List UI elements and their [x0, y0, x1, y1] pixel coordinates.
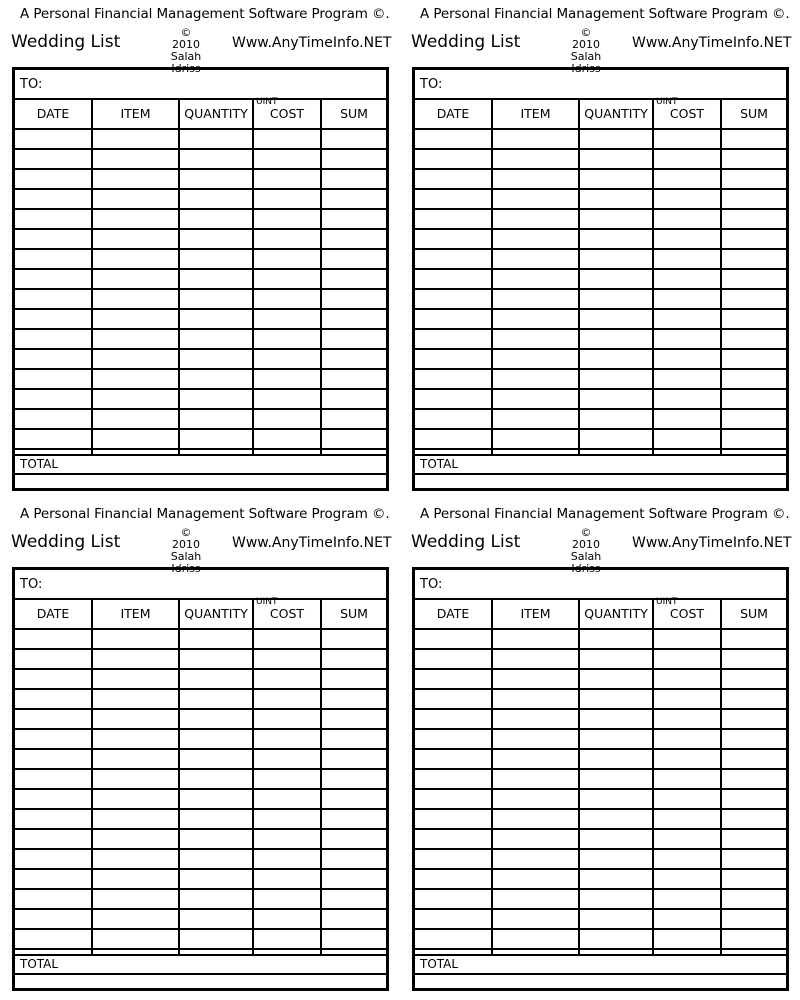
- column-header-sum: SUM: [740, 606, 768, 621]
- list-sheet: [12, 67, 389, 491]
- wedding-list-panel-3: [10, 500, 400, 995]
- total-label: TOTAL: [20, 957, 59, 971]
- cost-unit-superscript: UINT: [256, 597, 278, 607]
- entry-row: [415, 270, 786, 290]
- website-link: Www.AnyTimeInfo.NET: [232, 535, 392, 551]
- entry-row: [15, 850, 386, 870]
- list-sheet: [12, 567, 389, 991]
- total-row: [415, 454, 786, 475]
- entry-row: [415, 390, 786, 410]
- column-header-row: [15, 597, 386, 630]
- website-link: Www.AnyTimeInfo.NET: [632, 535, 792, 551]
- entry-row: [415, 430, 786, 450]
- program-tagline: A Personal Financial Management Software Program ©.: [420, 506, 790, 522]
- entry-row: [415, 310, 786, 330]
- total-label: TOTAL: [420, 957, 459, 971]
- entry-row: [15, 250, 386, 270]
- entry-row: [15, 310, 386, 330]
- column-header-sum: SUM: [340, 106, 368, 121]
- entry-rows: [15, 630, 386, 950]
- wedding-list-panel-1: [10, 0, 400, 495]
- recipient-label: TO:: [420, 77, 443, 92]
- column-header-item: ITEM: [520, 606, 551, 621]
- column-header-sum: SUM: [340, 606, 368, 621]
- entry-row: [415, 750, 786, 770]
- entry-row: [415, 370, 786, 390]
- column-header-row: [415, 597, 786, 630]
- list-title: Wedding List: [411, 32, 521, 52]
- entry-row: [415, 330, 786, 350]
- entry-row: [415, 870, 786, 890]
- entry-row: [15, 370, 386, 390]
- entry-row: [415, 790, 786, 810]
- copyright-author: Salah Idriss: [570, 550, 602, 575]
- column-header-date: DATE: [36, 106, 70, 121]
- column-header-row: [15, 97, 386, 130]
- copyright-symbol: ©: [180, 526, 192, 539]
- entry-row: [415, 290, 786, 310]
- entry-row: [15, 710, 386, 730]
- entry-row: [15, 630, 386, 650]
- copyright-author: Salah Idriss: [570, 50, 602, 75]
- wedding-list-panel-4: [410, 500, 800, 995]
- entry-rows: [415, 130, 786, 450]
- program-tagline: A Personal Financial Management Software Program ©.: [420, 6, 790, 22]
- list-title: Wedding List: [11, 32, 121, 52]
- entry-row: [415, 190, 786, 210]
- entry-row: [415, 250, 786, 270]
- entry-rows: [415, 630, 786, 950]
- column-header-item: ITEM: [520, 106, 551, 121]
- entry-row: [415, 170, 786, 190]
- entry-row: [415, 210, 786, 230]
- copyright-symbol: ©: [180, 26, 192, 39]
- recipient-row: [415, 570, 786, 600]
- column-header-quantity: QUANTITY: [584, 106, 648, 121]
- list-title: Wedding List: [11, 532, 121, 552]
- list-sheet: [412, 567, 789, 991]
- entry-row: [15, 690, 386, 710]
- column-header-item: ITEM: [120, 606, 151, 621]
- entry-row: [15, 830, 386, 850]
- entry-row: [15, 750, 386, 770]
- entry-rows: [15, 130, 386, 450]
- copyright-author: Salah Idriss: [170, 50, 202, 75]
- entry-row: [15, 390, 386, 410]
- entry-row: [15, 870, 386, 890]
- column-header-cost: COST: [269, 106, 305, 121]
- entry-row: [15, 290, 386, 310]
- column-header-cost: COST: [669, 606, 705, 621]
- column-header-date: DATE: [436, 606, 470, 621]
- entry-row: [415, 130, 786, 150]
- entry-row: [15, 730, 386, 750]
- list-sheet: [412, 67, 789, 491]
- column-header-date: DATE: [36, 606, 70, 621]
- entry-row: [415, 690, 786, 710]
- copyright-symbol: ©: [580, 526, 592, 539]
- entry-row: [15, 350, 386, 370]
- column-header-quantity: QUANTITY: [184, 606, 248, 621]
- entry-row: [15, 130, 386, 150]
- column-header-quantity: QUANTITY: [184, 106, 248, 121]
- entry-row: [15, 330, 386, 350]
- column-header-cost: COST: [669, 106, 705, 121]
- entry-row: [15, 650, 386, 670]
- entry-row: [15, 150, 386, 170]
- website-link: Www.AnyTimeInfo.NET: [232, 35, 392, 51]
- cost-unit-superscript: UINT: [256, 97, 278, 107]
- entry-row: [415, 730, 786, 750]
- copyright-author: Salah Idriss: [170, 550, 202, 575]
- entry-row: [415, 710, 786, 730]
- copyright-year: 2010: [572, 538, 600, 551]
- entry-row: [15, 890, 386, 910]
- entry-row: [415, 630, 786, 650]
- entry-row: [415, 650, 786, 670]
- total-row: [415, 954, 786, 975]
- entry-row: [15, 670, 386, 690]
- total-row: [15, 954, 386, 975]
- column-header-row: [415, 97, 786, 130]
- recipient-row: [415, 70, 786, 100]
- entry-row: [415, 770, 786, 790]
- total-row: [15, 454, 386, 475]
- entry-row: [15, 810, 386, 830]
- column-header-cost: COST: [269, 606, 305, 621]
- entry-row: [415, 910, 786, 930]
- entry-row: [15, 210, 386, 230]
- entry-row: [15, 410, 386, 430]
- entry-row: [15, 170, 386, 190]
- wedding-list-panel-2: [410, 0, 800, 495]
- entry-row: [15, 230, 386, 250]
- copyright-symbol: ©: [580, 26, 592, 39]
- entry-row: [15, 910, 386, 930]
- entry-row: [415, 810, 786, 830]
- entry-row: [15, 790, 386, 810]
- recipient-label: TO:: [420, 577, 443, 592]
- entry-row: [15, 190, 386, 210]
- entry-row: [415, 670, 786, 690]
- entry-row: [415, 350, 786, 370]
- entry-row: [415, 410, 786, 430]
- entry-row: [15, 270, 386, 290]
- cost-unit-superscript: UINT: [656, 97, 678, 107]
- entry-row: [415, 930, 786, 950]
- copyright-year: 2010: [572, 38, 600, 51]
- recipient-label: TO:: [20, 577, 43, 592]
- entry-row: [415, 150, 786, 170]
- total-label: TOTAL: [20, 457, 59, 471]
- entry-row: [15, 430, 386, 450]
- entry-row: [15, 770, 386, 790]
- total-label: TOTAL: [420, 457, 459, 471]
- recipient-row: [15, 570, 386, 600]
- copyright-year: 2010: [172, 38, 200, 51]
- copyright-year: 2010: [172, 538, 200, 551]
- column-header-quantity: QUANTITY: [584, 606, 648, 621]
- entry-row: [415, 830, 786, 850]
- website-link: Www.AnyTimeInfo.NET: [632, 35, 792, 51]
- program-tagline: A Personal Financial Management Software Program ©.: [20, 506, 390, 522]
- column-header-item: ITEM: [120, 106, 151, 121]
- entry-row: [15, 930, 386, 950]
- list-title: Wedding List: [411, 532, 521, 552]
- column-header-sum: SUM: [740, 106, 768, 121]
- program-tagline: A Personal Financial Management Software Program ©.: [20, 6, 390, 22]
- recipient-row: [15, 70, 386, 100]
- cost-unit-superscript: UINT: [656, 597, 678, 607]
- entry-row: [415, 850, 786, 870]
- entry-row: [415, 890, 786, 910]
- column-header-date: DATE: [436, 106, 470, 121]
- entry-row: [415, 230, 786, 250]
- recipient-label: TO:: [20, 77, 43, 92]
